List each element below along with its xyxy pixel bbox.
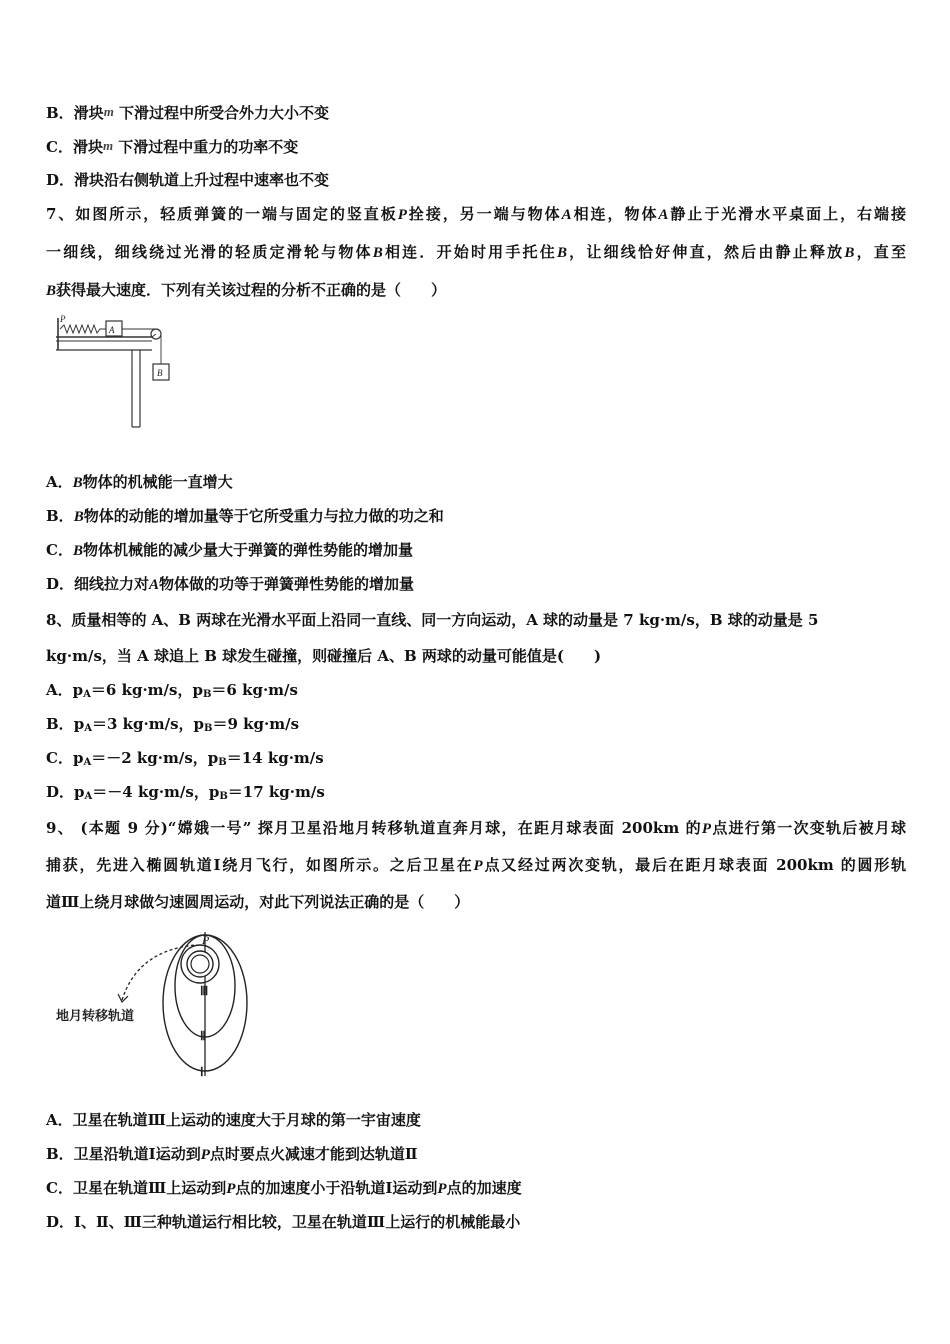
q7-stem-line1: 7、如图所示，轻质弹簧的一端与固定的竖直板P拴接，另一端与物体A相连，物体A静止于光滑水平桌面上，右端接: [46, 205, 906, 223]
q9-option-d: D．Ⅰ、Ⅱ、Ⅲ三种轨道运行相比较，卫星在轨道Ⅲ上运行的机械能最小: [46, 1213, 521, 1231]
q7-figure-label-a: A: [109, 325, 115, 335]
q9-orbit-figure: [50, 928, 250, 1080]
q7-stem-line2: 一细线，细线绕过光滑的轻质定滑轮与物体B相连．开始时用手托住B，让细线恰好伸直，然后由静止释放B，直至: [46, 243, 906, 261]
q7-spring-pulley-figure: [52, 312, 182, 432]
q8-stem-line1: 8、质量相等的 A、B 两球在光滑水平面上沿同一直线、同一方向运动，A 球的动量是 7 kg·m/s，B 球的动量是 5: [46, 611, 819, 629]
q9-stem-line1: 9、 (本题 9 分)“嫦娥一号” 探月卫星沿地月转移轨道直奔月球，在距月球表面 200km 的P点进行第一次变轨后被月球: [46, 819, 906, 837]
q9-figure-label-p: P: [202, 933, 210, 947]
q8-option-b: B．$p_A=3$ kg·m/s，$p_B=9$ kg·m/s: [46, 715, 300, 734]
q8-option-d: D．$p_A=-4$ kg·m/s，$p_B=17$ kg·m/s: [46, 783, 325, 802]
q7-stem-line3: B获得最大速度．下列有关该过程的分析不正确的是（ ）: [46, 281, 447, 299]
q9-stem-line2: 捕获，先进入椭圆轨道Ⅰ绕月飞行，如图所示。之后卫星在P点又经过两次变轨，最后在距月球表面 200km 的圆形轨: [46, 856, 906, 874]
q9-option-a: A．卫星在轨道Ⅲ上运动的速度大于月球的第一宇宙速度: [46, 1111, 421, 1129]
q8-option-c: C．$p_A=-2$ kg·m/s，$p_B=14$ kg·m/s: [46, 749, 324, 768]
q6-option-b: B．滑块m 下滑过程中所受合外力大小不变: [46, 104, 330, 122]
q8-option-a: A．$p_A=6$ kg·m/s，$p_B=6$ kg·m/s: [46, 681, 298, 700]
q8-stem-line2: kg·m/s，当 A 球追上 B 球发生碰撞，则碰撞后 A、B 两球的动量可能值是( ): [46, 647, 602, 665]
q7-option-d: D．细线拉力对A物体做的功等于弹簧弹性势能的增加量: [46, 575, 415, 593]
q7-figure-label-b: B: [157, 368, 163, 378]
q9-option-b: B．卫星沿轨道Ⅰ运动到P点时要点火减速才能到达轨道Ⅱ: [46, 1145, 418, 1163]
q7-option-a: A．B物体的机械能一直增大: [46, 473, 233, 491]
q9-stem-line3: 道Ⅲ上绕月球做匀速圆周运动，对此下列说法正确的是（ ）: [46, 893, 470, 911]
q7-figure-label-p: P: [60, 314, 66, 324]
q9-figure-label-orbit1: Ⅰ: [200, 1065, 204, 1079]
q9-figure-label-transfer-orbit: 地月转移轨道: [56, 1009, 135, 1024]
q9-option-c: C．卫星在轨道Ⅲ上运动到P点的加速度小于沿轨道Ⅰ运动到P点的加速度: [46, 1179, 522, 1197]
q9-figure-label-orbit2: Ⅱ: [200, 1029, 206, 1043]
q6-option-c: C．滑块m 下滑过程中重力的功率不变: [46, 138, 299, 156]
q9-figure-label-orbit3: Ⅲ: [200, 984, 209, 998]
q6-option-d: D．滑块沿右侧轨道上升过程中速率也不变: [46, 171, 330, 189]
q7-option-b: B．B物体的动能的增加量等于它所受重力与拉力做的功之和: [46, 507, 444, 525]
q7-option-c: C．B物体机械能的减少量大于弹簧的弹性势能的增加量: [46, 541, 413, 559]
